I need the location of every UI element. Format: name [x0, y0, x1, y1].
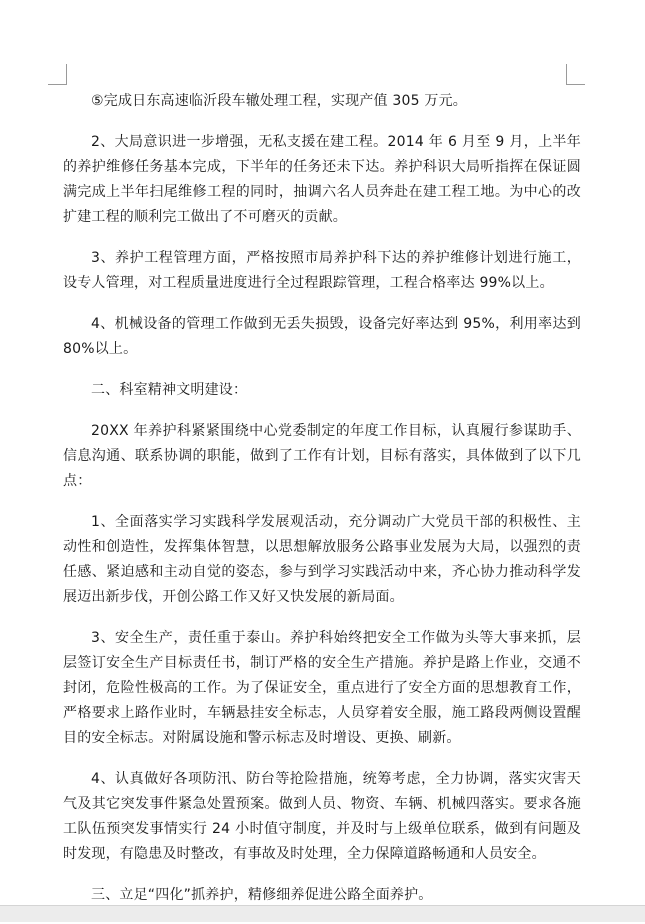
- margin-corner-top-right: [566, 64, 585, 85]
- margin-corner-top-left: [48, 64, 67, 85]
- paragraph-project-management: 3、养护工程管理方面，严格按照市局养护科下达的养护维修计划进行施工，设专人管理，对工程质量进度进行全过程跟踪管理，工程合格率达 99%以上。: [63, 250, 581, 291]
- paragraph-safety-production: 3、安全生产，责任重于泰山。养护科始终把安全工作做为头等大事来抓，层层签订安全生产目标责任书，制订严格的安全生产措施。养护是路上作业，交通不封闭，危险性极高的工作。为了保证安全，重点进行了安全方面的思想教育工作，严格要求上路作业时，车辆悬挂安全标志，人员穿着安全服，施工路段两侧设置醒目的安全标志。对附属设施和警示标志及时增设、更换、刷新。: [63, 630, 581, 746]
- paragraph-flood-prevention: 4、认真做好各项防汛、防台等抢险措施，统筹考虑，全力协调，落实灾害天气及其它突发事件紧急处置预案。做到人员、物资、车辆、机械四落实。要求各施工队伍预突发事情实行 24 小时值守制度，并及时与上级单位联系，做到有问题及时发现，有隐患及时整改，有事故及时处理，全力保障道路畅通和人员安全。: [63, 771, 581, 862]
- paragraph-annual-goals: 20XX 年养护科紧紧围绕中心党委制定的年度工作目标，认真履行参谋助手、信息沟通、联系协调的职能，做到了工作有计划，目标有落实，具体做到了以下几点：: [63, 423, 581, 489]
- paragraph-item-5-completion: ⑤完成日东高速临沂段车辙处理工程，实现产值 305 万元。: [91, 93, 467, 109]
- paragraph-overall-awareness: 2、大局意识进一步增强，无私支援在建工程。2014 年 6 月至 9 月，上半年的养护维修任务基本完成，下半年的任务还未下达。养护科识大局听指挥在保证圆满完成上半年扫尾维修工程的同时，抽调六名人员奔赴在建工程工地。为中心的改扩建工程的顺利完工做出了不可磨灭的贡献。: [63, 134, 581, 225]
- window-bottom-bar: [0, 905, 645, 922]
- paragraph-equipment-management: 4、机械设备的管理工作做到无丢失损毁，设备完好率达到 95%，利用率达到 80%以上。: [63, 316, 581, 357]
- section-heading-spiritual-civilization: 二、科室精神文明建设：: [91, 382, 248, 398]
- section-heading-four-modernizations: 三、立足“四化”抓养护，精修细养促进公路全面养护。: [91, 887, 433, 903]
- document-body: [63, 89, 581, 924]
- paragraph-scientific-development: 1、全面落实学习实践科学发展观活动，充分调动广大党员干部的积极性、主动性和创造性，发挥集体智慧，以思想解放服务公路事业发展为大局，以强烈的责任感、紧迫感和主动自觉的姿态，参与到学习实践活动中来，齐心协力推动科学发展迈出新步伐，开创公路工作又好又快发展的新局面。: [63, 514, 581, 605]
